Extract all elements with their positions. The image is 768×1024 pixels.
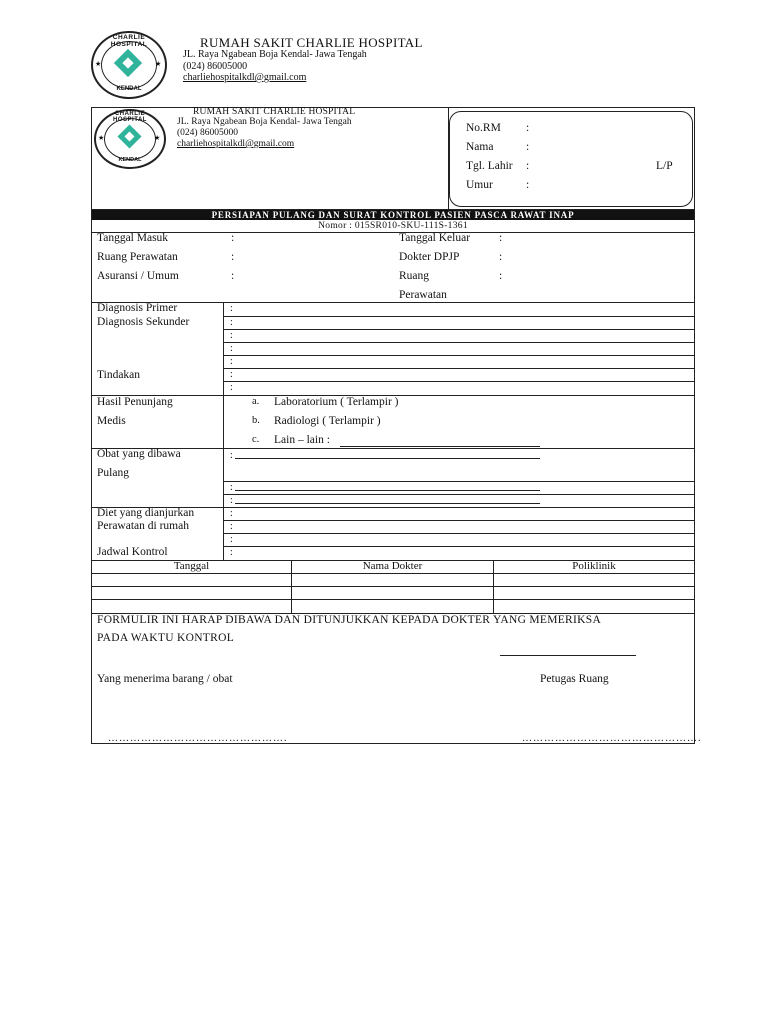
form-title: PERSIAPAN PULANG DAN SURAT KONTROL PASIEN PASCA RAWAT INAP [92, 210, 694, 220]
table-header-tanggal: Tanggal [173, 560, 210, 572]
table-row [91, 586, 695, 587]
dokter-dpjp-colon: : [499, 251, 503, 263]
obat-label: Obat yang dibawa [97, 448, 181, 460]
tgl-lahir-colon: : [526, 160, 530, 172]
tanggal-masuk-colon: : [231, 232, 235, 244]
officer-signature-dots[interactable]: …………………………………………. [522, 733, 702, 744]
row-colon: : [230, 356, 233, 367]
nama-colon: : [526, 141, 530, 153]
row-colon: : [230, 330, 233, 341]
table-row [91, 599, 695, 600]
no-rm-label: No.RM [466, 122, 501, 134]
tanggal-masuk-label: Tanggal Masuk [97, 232, 169, 244]
diagnosis-sekunder-label: Diagnosis Sekunder [97, 316, 190, 328]
hospital-email[interactable]: charliehospitalkdl@gmail.com [183, 72, 307, 83]
row-colon: : [230, 382, 233, 393]
hasil-penunjang-label: Hasil Penunjang [97, 396, 173, 408]
no-rm-colon: : [526, 122, 530, 134]
footer-note-line2: PADA WAKTU KONTROL [97, 632, 235, 644]
table-header-nama-dokter: Nama Dokter [362, 560, 423, 572]
row-colon: : [230, 508, 233, 519]
obat-fill-line[interactable] [235, 490, 540, 491]
dokter-dpjp-label: Dokter DPJP [399, 251, 460, 263]
form-hospital-email[interactable]: charliehospitalkdl@gmail.com [177, 139, 295, 149]
ruang-perawatan-colon: : [231, 251, 235, 263]
row-colon: : [230, 534, 233, 545]
row-colon: : [230, 317, 233, 328]
logo-top-text: CHARLIE HOSPITAL [113, 111, 147, 123]
hospital-address: JL. Raya Ngabean Boja Kendal- Jawa Tengah [183, 49, 367, 60]
asuransi-label: Asuransi / Umum [97, 270, 179, 282]
row-colon: : [230, 521, 233, 532]
logo-top-text: CHARLIE HOSPITAL [110, 34, 148, 48]
hasil-penunjang-label-2: Medis [97, 415, 126, 427]
tanggal-keluar-label: Tanggal Keluar [399, 232, 471, 244]
officer-label: Petugas Ruang [540, 673, 609, 685]
date-signature-line[interactable] [500, 655, 636, 656]
receiver-label: Yang menerima barang / obat [97, 673, 233, 685]
receiver-signature-dots[interactable]: …………………………………………. [108, 733, 288, 744]
jadwal-kontrol-label: Jadwal Kontrol [97, 546, 168, 558]
table-header-poliklinik: Poliklinik [572, 560, 616, 572]
penunjang-marker-a: a. [252, 396, 260, 407]
penunjang-item-radiologi: Radiologi ( Terlampir ) [274, 415, 381, 427]
logo-bottom-text: KENDAL [116, 86, 142, 92]
nama-label: Nama [466, 141, 494, 153]
perawatan-label: Perawatan [399, 289, 447, 301]
asuransi-colon: : [231, 270, 235, 282]
tanggal-keluar-colon: : [499, 232, 503, 244]
ruang-label: Ruang [399, 270, 430, 282]
tindakan-label: Tindakan [97, 369, 141, 381]
hospital-name: RUMAH SAKIT CHARLIE HOSPITAL [200, 35, 423, 50]
diagnosis-primer-label: Diagnosis Primer [97, 302, 178, 314]
row-colon: : [230, 547, 233, 558]
lp-label: L/P [656, 160, 673, 172]
row-colon: : [230, 343, 233, 354]
form-hospital-phone: (024) 86005000 [177, 128, 238, 138]
row-colon: : [230, 303, 233, 314]
footer-note-line1: FORMULIR INI HARAP DIBAWA DAN DITUNJUKKAN KEPADA DOKTER YANG MEMERIKSA [97, 614, 602, 626]
row-colon: : [230, 369, 233, 380]
diet-label: Diet yang dianjurkan [97, 507, 195, 519]
penunjang-marker-b: b. [252, 415, 260, 426]
row-colon: : [230, 495, 233, 506]
hospital-logo-form: ★ ★ CHARLIE HOSPITAL KENDAL [94, 109, 166, 169]
penunjang-marker-c: c. [252, 434, 260, 445]
umur-colon: : [526, 179, 530, 191]
hospital-logo-top: ★ ★ CHARLIE HOSPITAL KENDAL [91, 31, 167, 99]
form-number: Nomor : 015SR010-SKU-111S-1361 [318, 221, 468, 231]
obat-label-2: Pulang [97, 467, 129, 479]
ruang-colon: : [499, 270, 503, 282]
row-colon: : [230, 482, 233, 493]
penunjang-item-lain: Lain – lain : [274, 434, 330, 446]
obat-fill-line[interactable] [235, 503, 540, 504]
lain-lain-fill-line[interactable] [340, 446, 540, 447]
form-hospital-address: JL. Raya Ngabean Boja Kendal- Jawa Tengah [177, 117, 352, 127]
diet-label-2: Perawatan di rumah [97, 520, 189, 532]
hospital-phone: (024) 86005000 [183, 61, 248, 72]
penunjang-item-lab: Laboratorium ( Terlampir ) [274, 396, 399, 408]
table-row [91, 573, 695, 574]
form-hospital-name: RUMAH SAKIT CHARLIE HOSPITAL [193, 107, 356, 117]
tgl-lahir-label: Tgl. Lahir [466, 160, 513, 172]
logo-bottom-text: KENDAL [118, 157, 142, 163]
obat-fill-line[interactable] [235, 458, 540, 459]
ruang-perawatan-label: Ruang Perawatan [97, 251, 178, 263]
row-colon: : [230, 450, 233, 461]
umur-label: Umur [466, 179, 493, 191]
